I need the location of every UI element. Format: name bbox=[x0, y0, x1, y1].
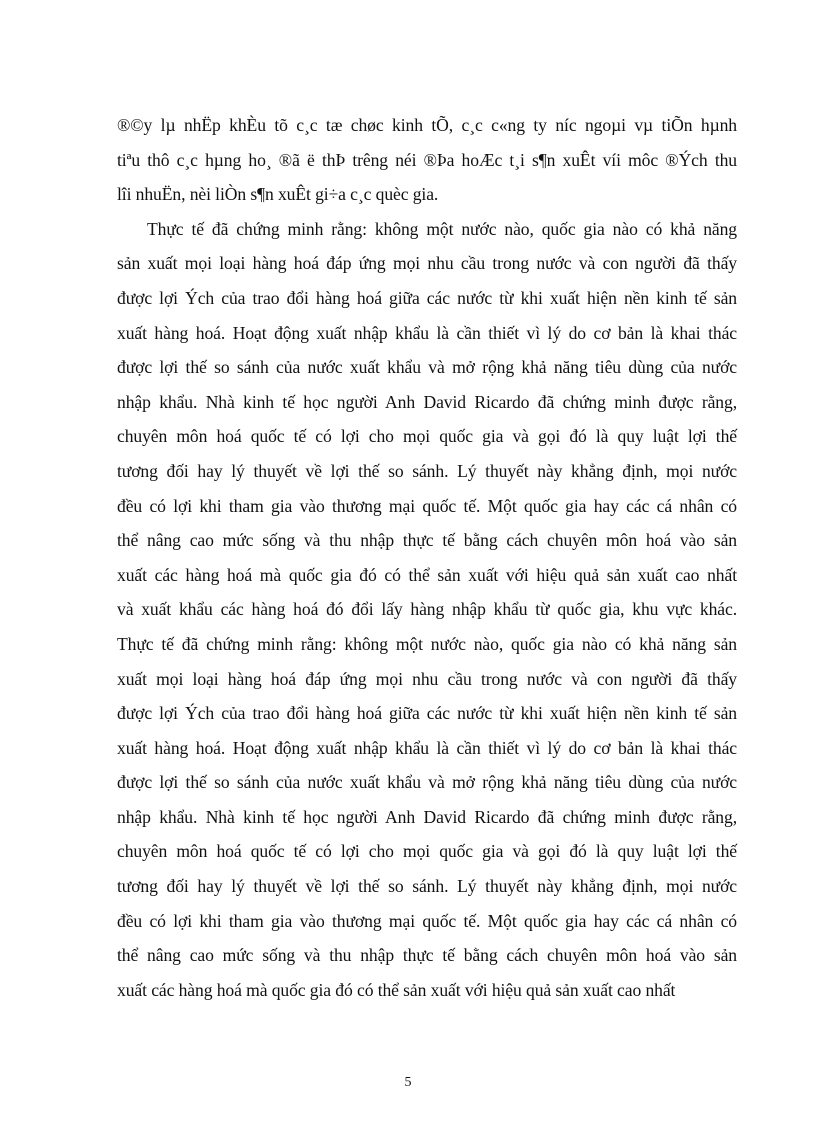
text-line: thể nâng cao mức sống và thu nhập thực tế bằng cách chuyên môn hoá vào sản bbox=[117, 945, 737, 966]
text-line: Thực tế đã chứng minh rằng: không một nước nào, quốc gia nào có khả năng sản bbox=[117, 633, 737, 654]
text-line: xuất hàng hoá. Hoạt động xuất nhập khẩu là cần thiết vì lý do cơ bản là khai thác bbox=[117, 737, 737, 758]
text-line: ®©y lµ nhËp khÈu tõ c¸c tæ chøc kinh tÕ, c¸c c«ng ty níc ngoµi vµ tiÕn hµnh bbox=[117, 115, 737, 135]
text-line: xuất hàng hoá. Hoạt động xuất nhập khẩu là cần thiết vì lý do cơ bản là khai thác bbox=[117, 322, 737, 343]
body-text bbox=[117, 108, 737, 1007]
text-line: thể nâng cao mức sống và thu nhập thực tế bằng cách chuyên môn hoá vào sản bbox=[117, 530, 737, 551]
text-line: nhập khẩu. Nhà kinh tế học người Anh David Ricardo đã chứng minh được rằng, bbox=[117, 391, 737, 412]
paragraph-start-line: Thực tế đã chứng minh rằng: không một nước nào, quốc gia nào có khả năng bbox=[147, 218, 737, 239]
text-line: chuyên môn hoá quốc tế có lợi cho mọi quốc gia và gọi đó là quy luật lợi thế bbox=[117, 841, 737, 862]
text-line: được lợi thế so sánh của nước xuất khẩu và mở rộng khả năng tiêu dùng của nước bbox=[117, 772, 737, 793]
text-line: xuất các hàng hoá mà quốc gia đó có thể sản xuất với hiệu quả sản xuất cao nhất bbox=[117, 979, 676, 1000]
text-line: đều có lợi khi tham gia vào thương mại quốc tế. Một quốc gia hay các cá nhân có bbox=[117, 910, 737, 931]
page-number: 5 bbox=[404, 1075, 412, 1090]
text-line: sản xuất mọi loại hàng hoá đáp ứng mọi nhu cầu trong nước và con người đã thấy bbox=[117, 253, 737, 274]
text-line: tương đối hay lý thuyết về lợi thế so sánh. Lý thuyết này khẳng định, mọi nước bbox=[117, 460, 737, 481]
text-line: và xuất khẩu các hàng hoá đó đổi lấy hàng nhập khẩu từ quốc gia, khu vực khác. bbox=[117, 599, 737, 620]
text-line: nhập khẩu. Nhà kinh tế học người Anh David Ricardo đã chứng minh được rằng, bbox=[117, 806, 737, 827]
text-line: được lợi Ých của trao đổi hàng hoá giữa các nước từ khi xuất hiện nền kinh tế sản bbox=[117, 703, 737, 724]
text-line: lîi nhuËn, nèi liÒn s¶n xuÊt gi÷a c¸c quèc gia. bbox=[117, 184, 439, 205]
text-line: tiªu thô c¸c hµng ho¸ ®ã ë thÞ trêng néi ®Þa hoÆc t¸i s¶n xuÊt víi môc ®Ých thu bbox=[117, 149, 737, 170]
text-line: chuyên môn hoá quốc tế có lợi cho mọi quốc gia và gọi đó là quy luật lợi thế bbox=[117, 426, 737, 447]
text-line: được lợi thế so sánh của nước xuất khẩu và mở rộng khả năng tiêu dùng của nước bbox=[117, 357, 737, 378]
text-line: xuất mọi loại hàng hoá đáp ứng mọi nhu cầu trong nước và con người đã thấy bbox=[117, 668, 737, 689]
text-line: đều có lợi khi tham gia vào thương mại quốc tế. Một quốc gia hay các cá nhân có bbox=[117, 495, 737, 516]
text-line: tương đối hay lý thuyết về lợi thế so sánh. Lý thuyết này khẳng định, mọi nước bbox=[117, 876, 737, 897]
text-line: xuất các hàng hoá mà quốc gia đó có thể sản xuất với hiệu quả sản xuất cao nhất bbox=[117, 564, 737, 585]
text-line: được lợi Ých của trao đổi hàng hoá giữa các nước từ khi xuất hiện nền kinh tế sản bbox=[117, 287, 737, 308]
